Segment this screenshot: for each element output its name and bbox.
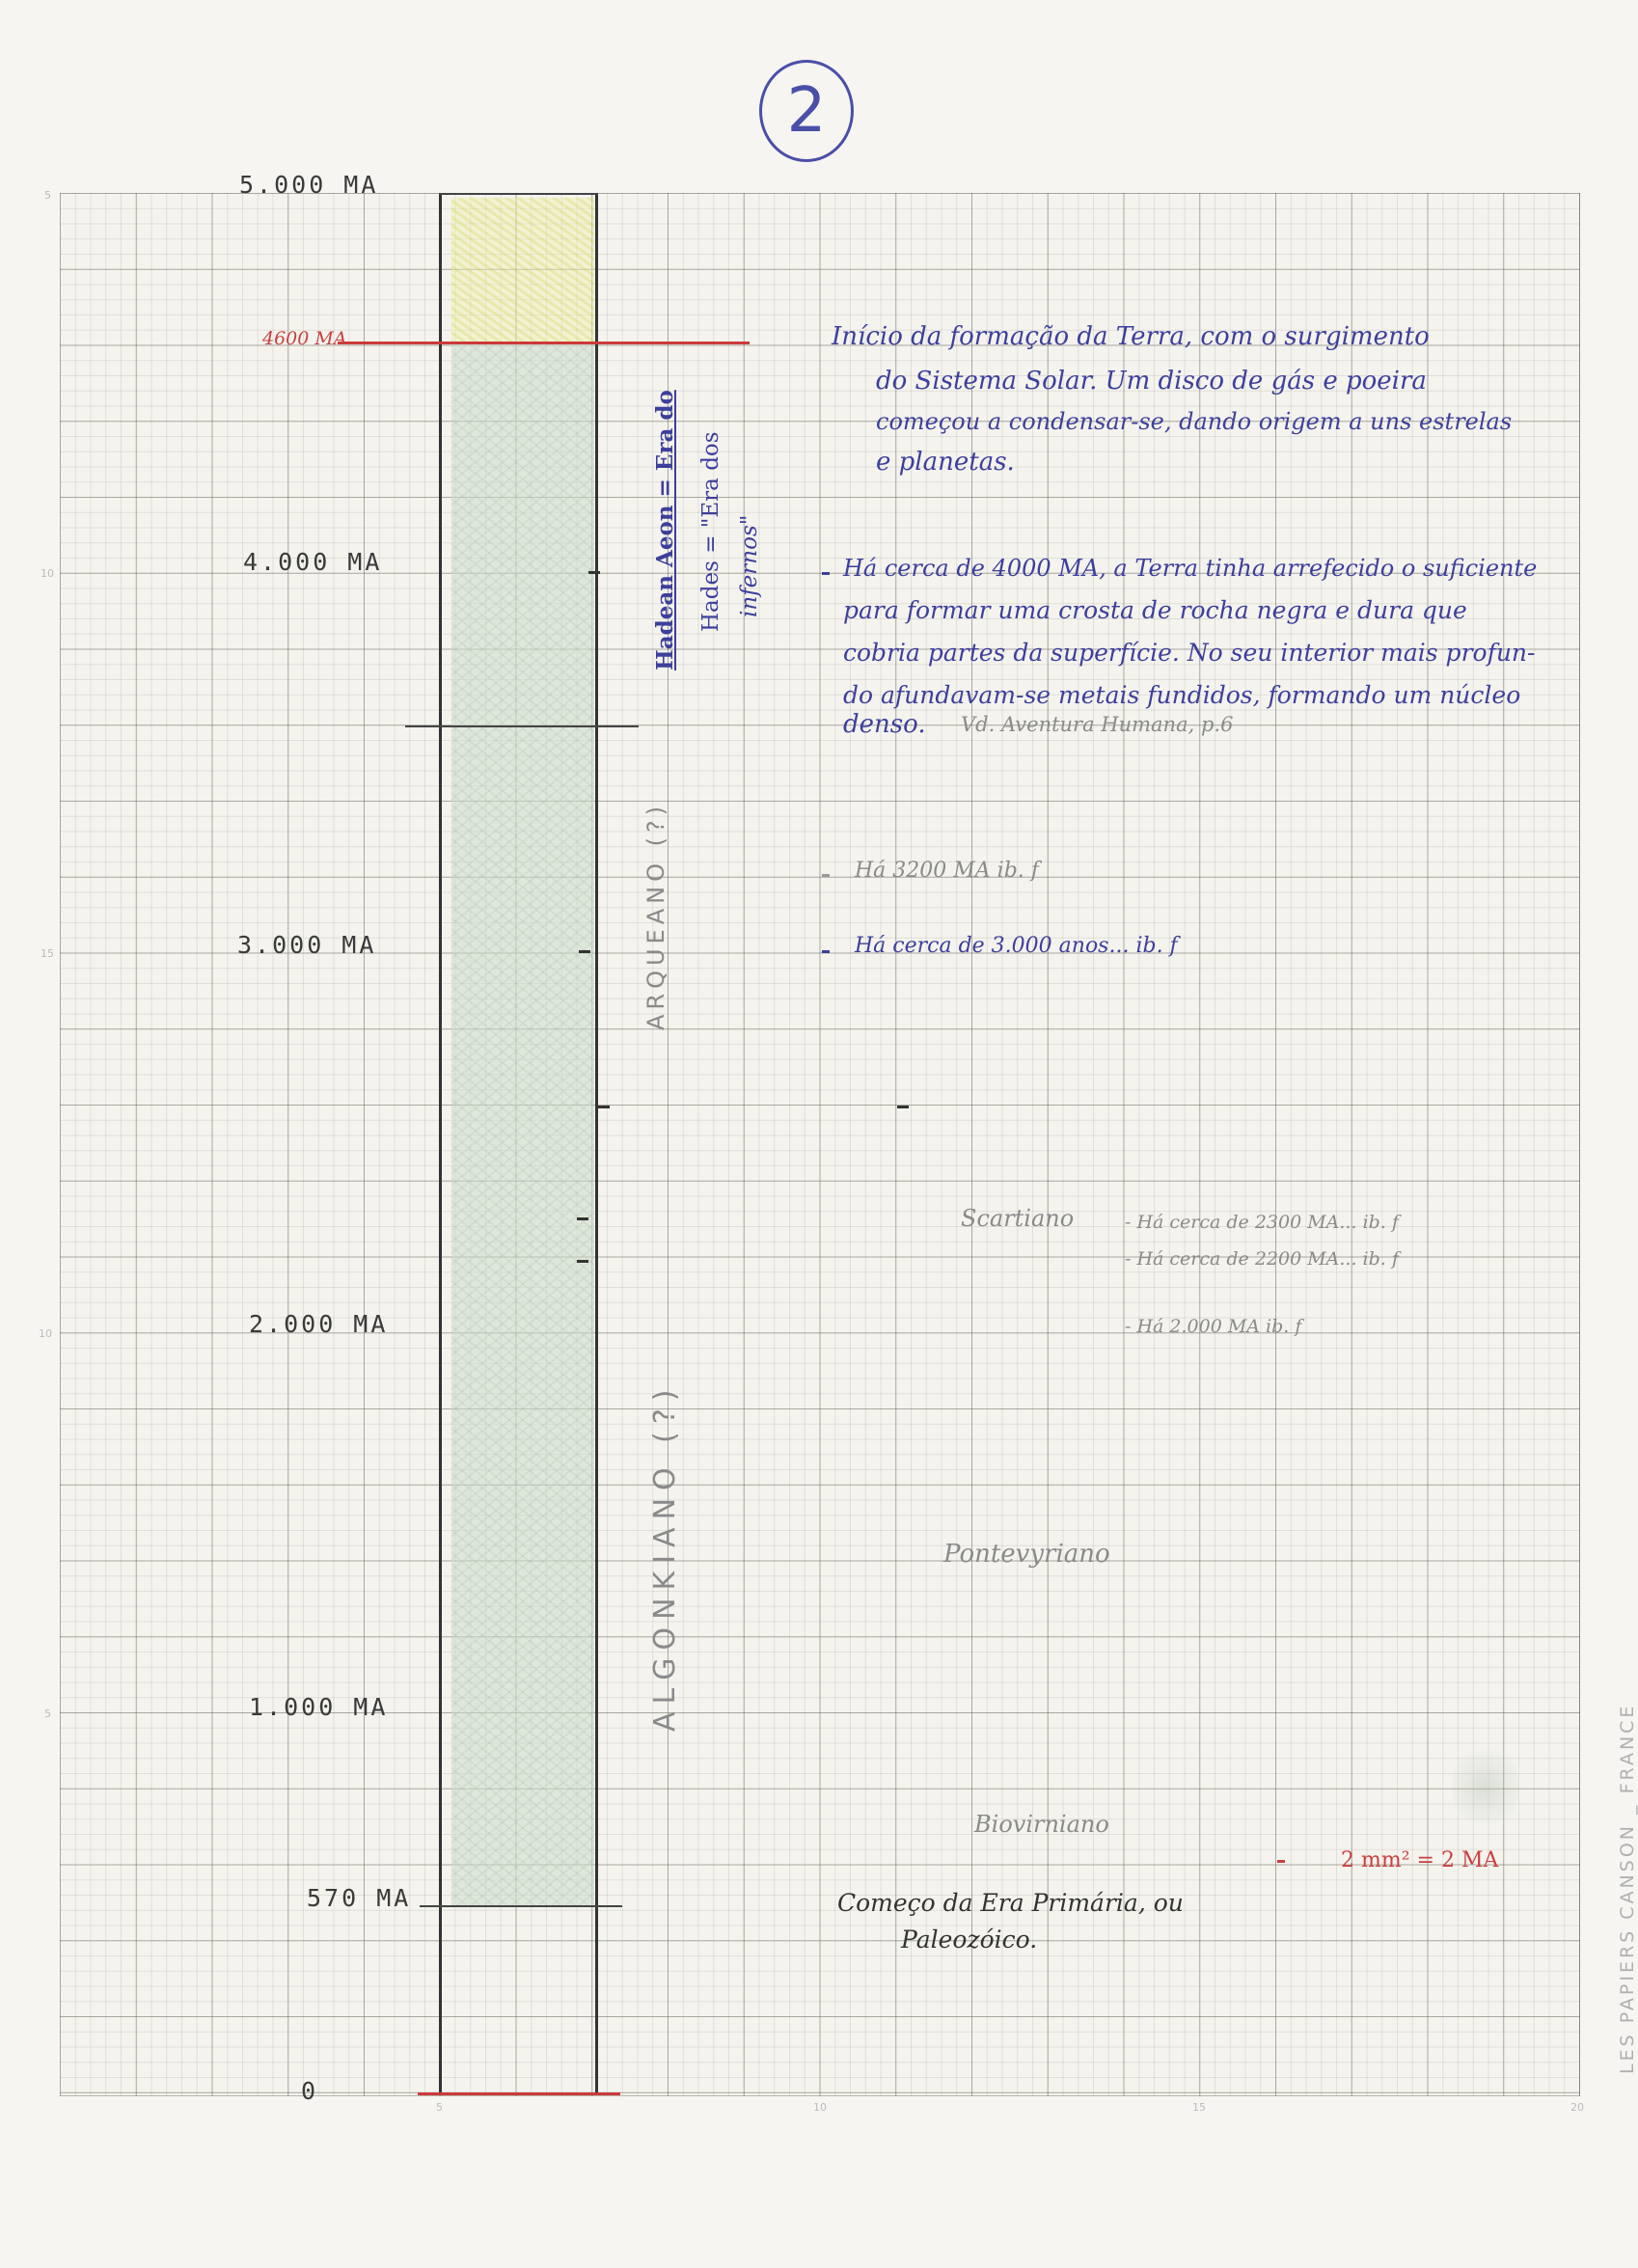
line-zero <box>418 2092 620 2095</box>
bullet-dash <box>1277 1860 1285 1863</box>
note-origin-line-1: Início da formação da Terra, com o surgimento <box>832 322 1430 351</box>
axis-label-4600: 4600 MA <box>262 328 347 349</box>
axis-label-4000: 4.000 MA <box>243 548 383 576</box>
note-crust-line-3: cobria partes da superfície. No seu interior mais profun- <box>843 639 1536 667</box>
note-origin-line-3: começou a condensar-se, dando origem a uns estrelas <box>876 408 1513 435</box>
bottom-scale-mark: 20 <box>1570 2101 1584 2114</box>
era-label-archean: ARQUEANO (?) <box>642 801 669 1030</box>
tick-mark <box>577 1217 588 1220</box>
side-mark: 10 <box>39 1327 52 1340</box>
note-origin-line-4: e planetas. <box>876 448 1015 477</box>
bullet-dash <box>822 874 830 877</box>
line-4600-ma <box>338 342 750 344</box>
side-mark: 15 <box>41 947 54 960</box>
bottom-scale-mark: 5 <box>436 2101 443 2114</box>
pencil-smudge <box>1452 1741 1519 1833</box>
paper-brand-mark: LES PAPIERS CANSON _ FRANCE <box>1617 1703 1638 2074</box>
note-origin-line-2: do Sistema Solar. Um disco de gás e poeira <box>876 367 1427 396</box>
era-label-infernos: infernos" <box>737 514 762 617</box>
note-crust-reference: Vd. Aventura Humana, p.6 <box>961 713 1234 736</box>
top-boundary-line <box>439 193 598 195</box>
tick-mark <box>588 571 600 574</box>
axis-label-570: 570 MA <box>307 1884 412 1912</box>
bullet-dash <box>822 950 830 953</box>
bottom-scale-mark: 15 <box>1192 2101 1206 2114</box>
note-ha-2200: - Há cerca de 2200 MA... ib. f <box>1125 1248 1399 1270</box>
side-mark: 5 <box>44 189 51 202</box>
axis-label-5000: 5.000 MA <box>239 171 379 199</box>
axis-label-3000: 3.000 MA <box>237 931 377 959</box>
note-primaria-line-2: Paleozóico. <box>901 1926 1038 1954</box>
axis-label-zero: 0 <box>301 2077 319 2105</box>
note-scale: 2 mm² = 2 MA <box>1341 1848 1499 1872</box>
note-crust-line-2: para formar uma crosta de rocha negra e dura que <box>843 596 1467 624</box>
side-mark: 10 <box>41 567 54 580</box>
page-number: 2 <box>759 60 854 162</box>
note-ha-2000: - Há 2.000 MA ib. f <box>1125 1316 1302 1337</box>
note-ha-2300: - Há cerca de 2300 MA... ib. f <box>1125 1212 1399 1233</box>
tick-mark <box>579 950 590 953</box>
axis-label-2000: 2.000 MA <box>249 1310 389 1338</box>
side-mark: 5 <box>44 1708 51 1720</box>
bullet-dash <box>822 572 830 575</box>
note-biovirniano: Biovirniano <box>974 1811 1109 1838</box>
line-archean-boundary <box>405 725 639 727</box>
note-scartiano: Scartiano <box>961 1205 1075 1232</box>
note-crust-line-4: do afundavam-se metais fundidos, formando um núcleo <box>843 681 1521 709</box>
bottom-scale-mark: 10 <box>813 2101 827 2114</box>
line-570-ma <box>420 1905 622 1907</box>
note-ha-3200: Há 3200 MA ib. f <box>855 859 1039 883</box>
era-label-algonkian: ALGONKIANO (?) <box>648 1381 682 1732</box>
note-crust-line-1: Há cerca de 4000 MA, a Terra tinha arrefecido o suficiente <box>843 555 1538 582</box>
tick-mark <box>897 1106 909 1108</box>
note-crust-line-5: denso. <box>843 710 926 739</box>
tick-mark <box>598 1106 610 1108</box>
note-primaria-line-1: Começo da Era Primária, ou <box>837 1889 1184 1917</box>
era-label-hades: Hades = "Era dos <box>698 431 723 632</box>
tick-mark <box>577 1260 588 1263</box>
timeline-column <box>439 193 598 2093</box>
era-label-hadean: Hadean Aeon = Era do <box>652 390 678 670</box>
note-ha-3000: Há cerca de 3.000 anos... ib. f <box>855 934 1178 958</box>
note-pontevyriano: Pontevyriano <box>943 1540 1110 1569</box>
axis-label-1000: 1.000 MA <box>249 1693 389 1721</box>
millimetre-grid <box>60 193 1580 2096</box>
